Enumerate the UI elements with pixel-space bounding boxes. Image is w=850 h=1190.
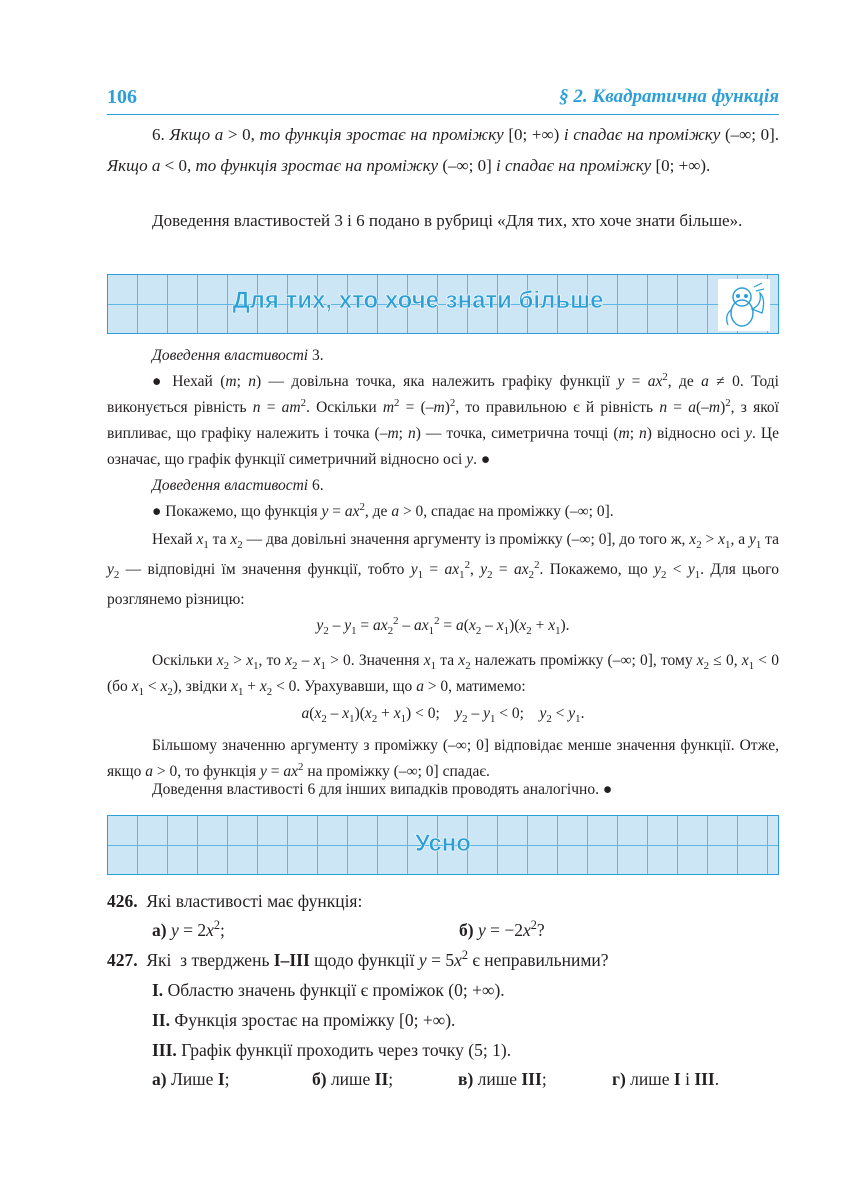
inequality-formula: $a(x_2 - x_1)(x_2 + x_1) < 0$; $y_2 - y_1 < 0$; $y_2 < y_1$. — [301, 705, 585, 726]
owl-mascot-icon — [718, 279, 770, 331]
proof-6-setup: Нехай $x_1$ та $x_2$ — два довільні значення аргументу із проміжку (–∞; 0], до того ж, $x_2 > x_1$, а $y_1$ та $y_2$ — відповідні їм значення функції, тобто $y_1 = ax_1^2$, $y_2 = ax_2^2$. Покажемо, що $y_2 < y_1$. Для цього розглянемо різницю: — [107, 531, 780, 608]
more-knowledge-banner — [107, 274, 779, 334]
proof-3-body: ● Нехай (m; n) — довільна точка, яка належить графіку функції $y = ax^2$, де a ≠ 0. Тоді виконується рівність $n = am^2$. Оскільки $m^2 = (-m)^2$, то правильною є й рівність $n = a(-m)^2$, з якої випливає, що графіку належить і точка (–m; n) — точка, симетрична точці (m; n) відносно осі y. Це означає, що графік функції симетричний відносно осі y. ● — [107, 370, 780, 468]
page-number: 106 — [107, 86, 137, 108]
header-rule — [107, 114, 779, 115]
proof-6-heading: Доведення властивості 6. — [152, 477, 324, 494]
exercise-426-options: а) $y = 2x^2$; б) $y = -2x^2$? — [152, 918, 545, 940]
exercise-427-options: а) Лише I; б) лише II; в) лише III; г) лише I і III. — [152, 1069, 720, 1089]
chapter-title: § 2. Квадратична функція — [559, 86, 779, 107]
proof-6-analogy: Доведення властивості 6 для інших випадків проводять аналогічно. ● — [152, 781, 613, 798]
page-header — [107, 86, 779, 114]
proof-6-reasoning: Оскільки $x_2 > x_1$, то $x_2 - x_1 > 0$. Значення $x_1$ та $x_2$ належать проміжку (–∞; 0], тому $x_2 \le 0$, $x_1 < 0$ (бо $x_1 < x_2$), звідки $x_1 + x_2 < 0$. Урахувавши, що a > 0, матимемо: — [107, 652, 779, 699]
exercise-427: 427. Які з тверджень I–III щодо функції $y = 5x^2$ є неправильними? — [107, 948, 609, 970]
proof-6-conclusion: Більшому значенню аргументу з проміжку (–∞; 0] відповідає менше значення функції. Отже, якщо a > 0, то функція $y = ax^2$ на проміжку (–∞; 0] спадає. — [107, 737, 779, 780]
banner-title: Для тих, хто хоче знати більше — [232, 287, 604, 314]
oral-banner — [107, 815, 779, 875]
oral-title: Усно — [415, 830, 471, 857]
difference-formula: $y_2 - y_1 = ax_2^2 - ax_1^2 = a(x_2 - x_1)(x_2 + x_1)$. — [316, 614, 570, 638]
proof-reference-paragraph: Доведення властивостей 3 і 6 подано в рубриці «Для тих, хто хоче знати більше». — [152, 211, 743, 230]
statement-1: I. Областю значень функції є проміжок (0; +∞). — [152, 980, 505, 1000]
statement-2: II. Функція зростає на проміжку [0; +∞). — [152, 1010, 456, 1030]
proof-3-heading: Доведення властивості 3. — [152, 347, 324, 364]
property-6-paragraph: 6. Якщо a > 0, то функція зростає на проміжку [0; +∞) і спадає на проміжку (–∞; 0]. Якщо a < 0, то функція зростає на проміжку (–∞; 0] і спадає на проміжку [0; +∞). — [107, 125, 780, 175]
proof-6-intro: ● Покажемо, що функція $y = ax^2$, де a > 0, спадає на проміжку (–∞; 0]. — [152, 500, 614, 520]
exercise-426: 426. Які властивості має функція: — [107, 891, 363, 911]
statement-3: III. Графік функції проходить через точку (5; 1). — [152, 1040, 512, 1060]
